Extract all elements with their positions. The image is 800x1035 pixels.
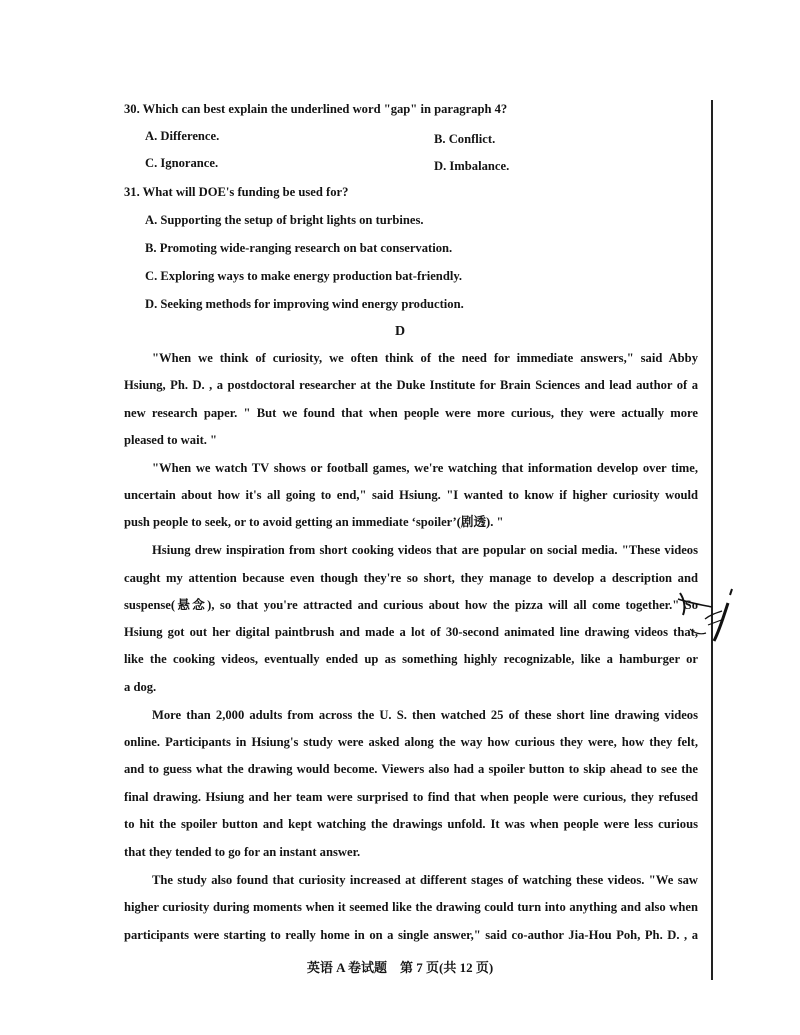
pen-scribble-mark	[650, 585, 740, 655]
q30-option-d: D. Imbalance.	[434, 159, 510, 173]
margin-rule	[711, 100, 713, 980]
passage-line: Hsiung, Ph. D. , a postdoctoral researcher at the Duke Institute for Brain Sciences and lead author of a	[124, 378, 698, 392]
passage-line: uncertain about how it's all going to end," said Hsiung. "I wanted to know if higher curiosity would	[124, 488, 698, 502]
passage-line: suspense(悬念), so that you're attracted and curious about how the pizza will all come together." So	[124, 598, 698, 612]
passage-line: push people to seek, or to avoid getting an immediate ‘spoiler’(剧透). "	[124, 515, 504, 529]
passage-line: More than 2,000 adults from across the U. S. then watched 25 of these short line drawing videos	[152, 708, 698, 722]
passage-line: The study also found that curiosity increased at different stages of watching these videos. "We saw	[152, 873, 698, 887]
q30-option-b: B. Conflict.	[434, 132, 496, 146]
q31-option-a: A. Supporting the setup of bright lights on turbines.	[145, 213, 424, 227]
passage-line: and to guess what the drawing would become. Viewers also had a spoiler button to skip ahead to see the	[124, 762, 698, 776]
q31-option-b: B. Promoting wide-ranging research on bat conservation.	[145, 241, 453, 255]
q30-option-a: A. Difference.	[145, 129, 220, 143]
passage-line: "When we think of curiosity, we often think of the need for immediate answers," said Abby	[152, 351, 698, 365]
passage-line: higher curiosity during moments when it seemed like the drawing could turn into anything and also when	[124, 900, 698, 914]
question-30-stem: 30. Which can best explain the underlined word "gap" in paragraph 4?	[124, 102, 508, 116]
q31-option-d: D. Seeking methods for improving wind energy production.	[145, 297, 464, 311]
passage-line: final drawing. Hsiung and her team were surprised to find that when people were curious, they refused	[124, 790, 698, 804]
passage-line: Hsiung got out her digital paintbrush and made a lot of 30-second animated line drawing videos that,	[124, 625, 698, 639]
question-31-stem: 31. What will DOE's funding be used for?	[124, 185, 349, 199]
passage-line: pleased to wait. "	[124, 433, 218, 447]
passage-line: to hit the spoiler button and kept watching the drawings unfold. It was when people were less curious	[124, 817, 698, 831]
passage-line: caught my attention because even though they're so short, they manage to develop a description and	[124, 571, 698, 585]
passage-line: a dog.	[124, 680, 157, 694]
q31-option-c: C. Exploring ways to make energy production bat-friendly.	[145, 269, 463, 283]
q30-option-c: C. Ignorance.	[145, 156, 219, 170]
passage-line: Hsiung drew inspiration from short cooking videos that are popular on social media. "These videos	[152, 543, 698, 557]
passage-title: D	[394, 324, 406, 339]
passage-line: online. Participants in Hsiung's study were asked along the way how curious they were, how they felt,	[124, 735, 698, 749]
passage-line: participants were starting to really home in on a single answer," said co-author Jia-Hou Poh, Ph. D. , a	[124, 928, 698, 942]
passage-line: "When we watch TV shows or football games, we're watching that information develop over time,	[152, 461, 698, 475]
passage-line: new research paper. " But we found that when people were more curious, they were actually more	[124, 406, 698, 420]
page-footer: 英语 A 卷试题 第 7 页(共 12 页)	[306, 960, 494, 975]
passage-line: like the cooking videos, eventually ended up as something highly recognizable, like a hamburger or	[124, 652, 698, 666]
passage-line: that they tended to go for an instant answer.	[124, 845, 361, 859]
